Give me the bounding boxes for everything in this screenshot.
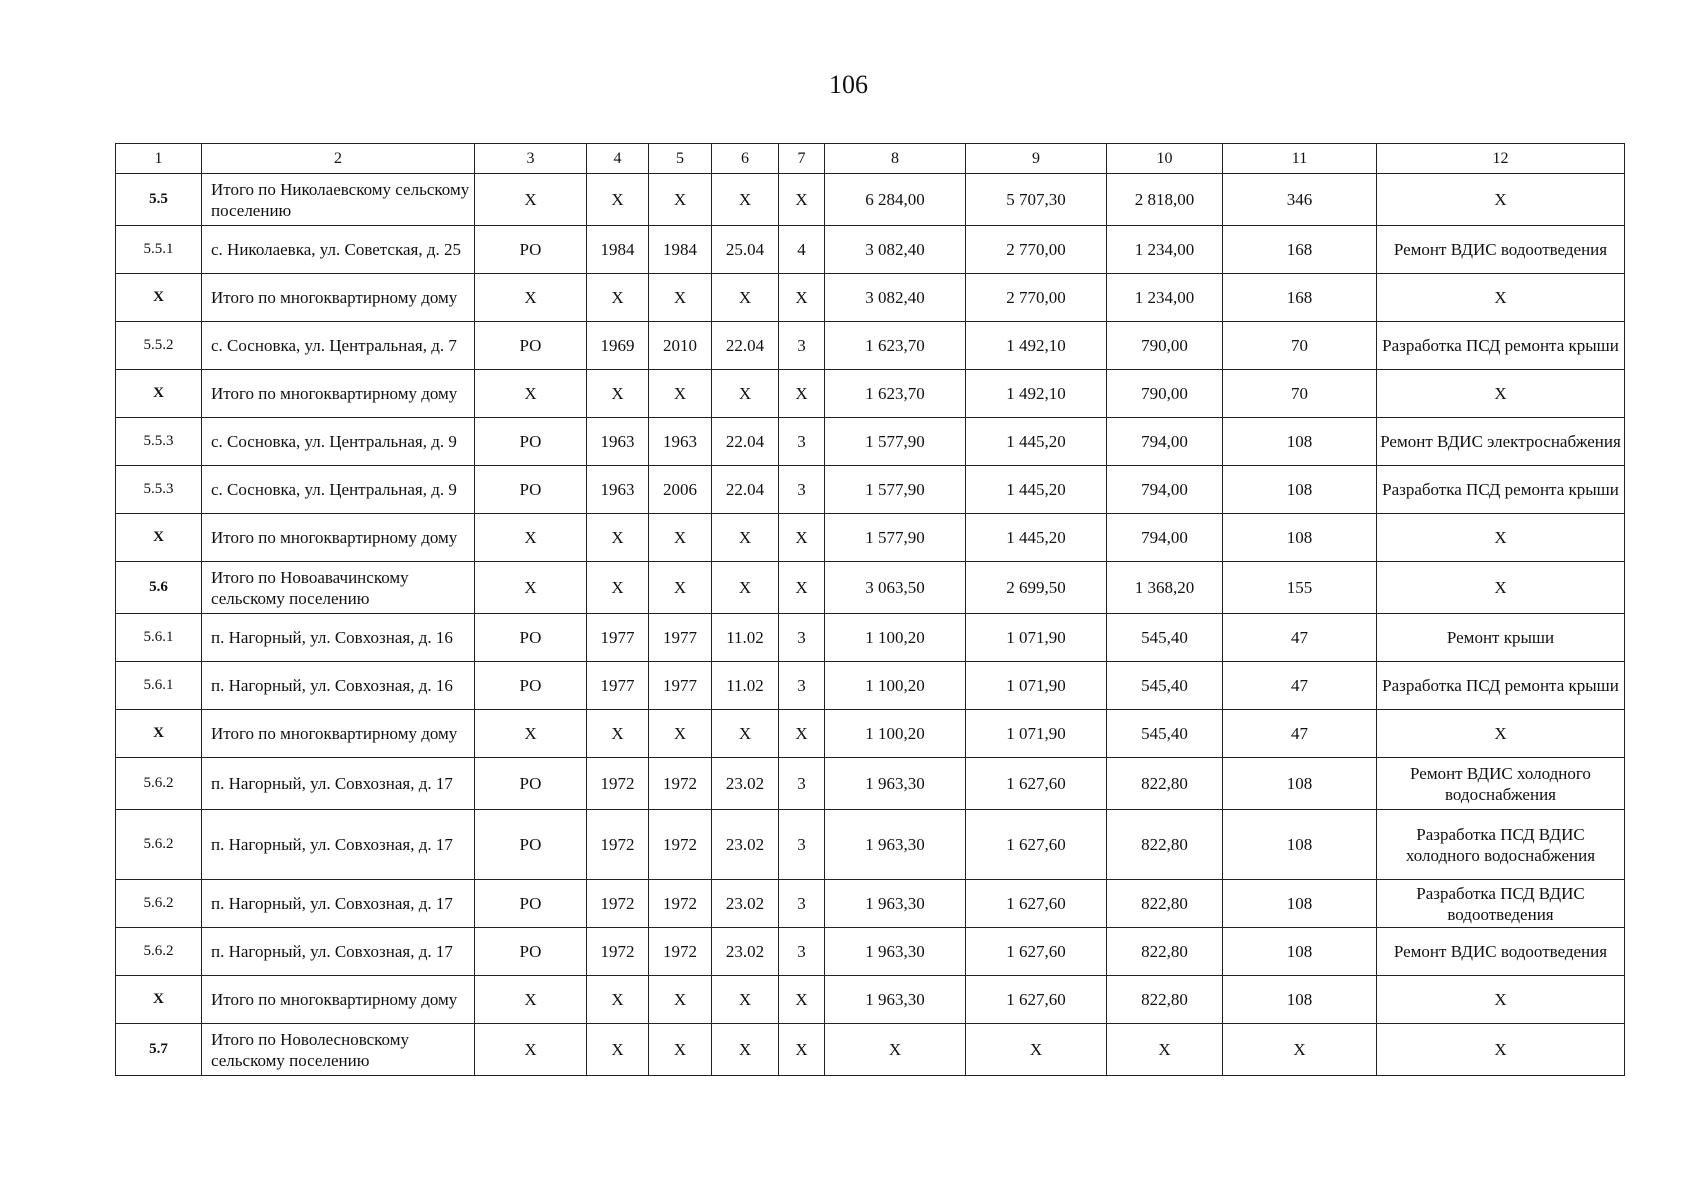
- year-renovated-cell: X: [649, 976, 712, 1024]
- program-code-cell: X: [475, 174, 587, 226]
- floors-cell: 3: [779, 614, 825, 662]
- wall-material-cell: X: [712, 710, 779, 758]
- living-area-cell: 1 071,90: [966, 614, 1107, 662]
- year-renovated-cell: X: [649, 562, 712, 614]
- premises-area-cell: 822,80: [1107, 810, 1223, 880]
- year-renovated-cell: X: [649, 514, 712, 562]
- program-code-cell: X: [475, 562, 587, 614]
- residents-cell: 108: [1223, 810, 1377, 880]
- table-row: [116, 662, 1625, 710]
- wall-material-cell: X: [712, 370, 779, 418]
- premises-area-cell: 794,00: [1107, 418, 1223, 466]
- item-number-cell: 5.6.2: [116, 758, 202, 810]
- year-built-cell: X: [587, 710, 649, 758]
- residents-cell: 108: [1223, 758, 1377, 810]
- total-area-cell: 3 063,50: [825, 562, 966, 614]
- premises-area-cell: 822,80: [1107, 758, 1223, 810]
- address-cell: Итого по многоквартирному дому: [202, 274, 475, 322]
- floors-cell: X: [779, 710, 825, 758]
- premises-area-cell: 794,00: [1107, 466, 1223, 514]
- table-row: [116, 226, 1625, 274]
- total-area-cell: 1 963,30: [825, 810, 966, 880]
- work-type-cell: Разработка ПСД ремонта крыши: [1377, 322, 1625, 370]
- address-cell: Итого по многоквартирному дому: [202, 514, 475, 562]
- column-number: 10: [1107, 144, 1223, 174]
- floors-cell: 4: [779, 226, 825, 274]
- year-renovated-cell: 1963: [649, 418, 712, 466]
- year-built-cell: 1972: [587, 880, 649, 928]
- program-code-cell: РО: [475, 322, 587, 370]
- program-code-cell: РО: [475, 880, 587, 928]
- table-row: [116, 562, 1625, 614]
- item-number-cell: 5.7: [116, 1024, 202, 1076]
- residents-cell: 346: [1223, 174, 1377, 226]
- work-type-cell: X: [1377, 976, 1625, 1024]
- floors-cell: X: [779, 1024, 825, 1076]
- wall-material-cell: X: [712, 174, 779, 226]
- table-row: [116, 174, 1625, 226]
- year-renovated-cell: X: [649, 174, 712, 226]
- total-area-cell: 1 100,20: [825, 662, 966, 710]
- table-row: [116, 466, 1625, 514]
- living-area-cell: 1 627,60: [966, 880, 1107, 928]
- year-built-cell: X: [587, 370, 649, 418]
- program-code-cell: РО: [475, 614, 587, 662]
- table-row: [116, 322, 1625, 370]
- total-area-cell: 1 577,90: [825, 514, 966, 562]
- year-built-cell: 1984: [587, 226, 649, 274]
- wall-material-cell: 22.04: [712, 418, 779, 466]
- address-cell: п. Нагорный, ул. Совхозная, д. 17: [202, 880, 475, 928]
- address-cell: с. Сосновка, ул. Центральная, д. 7: [202, 322, 475, 370]
- address-cell: Итого по многоквартирному дому: [202, 976, 475, 1024]
- table-row: [116, 710, 1625, 758]
- residents-cell: 70: [1223, 370, 1377, 418]
- column-number: 6: [712, 144, 779, 174]
- year-built-cell: X: [587, 514, 649, 562]
- column-number: 12: [1377, 144, 1625, 174]
- year-built-cell: 1972: [587, 928, 649, 976]
- total-area-cell: 1 963,30: [825, 758, 966, 810]
- column-number: 1: [116, 144, 202, 174]
- wall-material-cell: X: [712, 514, 779, 562]
- item-number-cell: X: [116, 710, 202, 758]
- residents-cell: 108: [1223, 928, 1377, 976]
- table-row: [116, 370, 1625, 418]
- column-number: 11: [1223, 144, 1377, 174]
- living-area-cell: 1 627,60: [966, 758, 1107, 810]
- total-area-cell: 1 100,20: [825, 614, 966, 662]
- table-row: [116, 514, 1625, 562]
- item-number-cell: 5.5.1: [116, 226, 202, 274]
- floors-cell: 3: [779, 418, 825, 466]
- floors-cell: 3: [779, 880, 825, 928]
- wall-material-cell: X: [712, 1024, 779, 1076]
- residents-cell: 108: [1223, 976, 1377, 1024]
- floors-cell: X: [779, 174, 825, 226]
- premises-area-cell: 1 234,00: [1107, 274, 1223, 322]
- work-type-cell: Ремонт крыши: [1377, 614, 1625, 662]
- residents-cell: 108: [1223, 514, 1377, 562]
- column-number: 9: [966, 144, 1107, 174]
- table-row: [116, 418, 1625, 466]
- program-code-cell: РО: [475, 226, 587, 274]
- premises-area-cell: 545,40: [1107, 710, 1223, 758]
- wall-material-cell: X: [712, 976, 779, 1024]
- address-cell: с. Николаевка, ул. Советская, д. 25: [202, 226, 475, 274]
- column-number: 2: [202, 144, 475, 174]
- premises-area-cell: 794,00: [1107, 514, 1223, 562]
- column-number: 5: [649, 144, 712, 174]
- work-type-cell: Разработка ПСД ремонта крыши: [1377, 662, 1625, 710]
- total-area-cell: 1 623,70: [825, 322, 966, 370]
- address-cell: с. Сосновка, ул. Центральная, д. 9: [202, 418, 475, 466]
- residents-cell: 47: [1223, 662, 1377, 710]
- item-number-cell: 5.6.1: [116, 614, 202, 662]
- year-renovated-cell: 1977: [649, 614, 712, 662]
- program-code-cell: X: [475, 274, 587, 322]
- living-area-cell: 5 707,30: [966, 174, 1107, 226]
- living-area-cell: 1 071,90: [966, 662, 1107, 710]
- address-cell: п. Нагорный, ул. Совхозная, д. 17: [202, 758, 475, 810]
- wall-material-cell: 11.02: [712, 614, 779, 662]
- program-code-cell: РО: [475, 810, 587, 880]
- year-built-cell: 1972: [587, 810, 649, 880]
- program-code-cell: РО: [475, 928, 587, 976]
- residents-cell: 108: [1223, 880, 1377, 928]
- premises-area-cell: 822,80: [1107, 928, 1223, 976]
- work-type-cell: X: [1377, 370, 1625, 418]
- premises-area-cell: 545,40: [1107, 662, 1223, 710]
- table-row: [116, 880, 1625, 928]
- year-renovated-cell: 1972: [649, 758, 712, 810]
- work-type-cell: Ремонт ВДИС водоотведения: [1377, 226, 1625, 274]
- total-area-cell: 3 082,40: [825, 274, 966, 322]
- premises-area-cell: 822,80: [1107, 880, 1223, 928]
- table-row: [116, 976, 1625, 1024]
- living-area-cell: 1 492,10: [966, 370, 1107, 418]
- address-cell: с. Сосновка, ул. Центральная, д. 9: [202, 466, 475, 514]
- total-area-cell: X: [825, 1024, 966, 1076]
- residents-cell: 47: [1223, 710, 1377, 758]
- address-cell: Итого по Новолесновскому сельскому поселению: [202, 1024, 475, 1076]
- housing-table: [115, 143, 1625, 1076]
- program-code-cell: X: [475, 710, 587, 758]
- living-area-cell: 1 627,60: [966, 928, 1107, 976]
- living-area-cell: 2 699,50: [966, 562, 1107, 614]
- total-area-cell: 1 963,30: [825, 880, 966, 928]
- work-type-cell: X: [1377, 562, 1625, 614]
- year-built-cell: 1972: [587, 758, 649, 810]
- premises-area-cell: 1 368,20: [1107, 562, 1223, 614]
- address-cell: п. Нагорный, ул. Совхозная, д. 16: [202, 662, 475, 710]
- floors-cell: X: [779, 370, 825, 418]
- wall-material-cell: 23.02: [712, 810, 779, 880]
- year-renovated-cell: 1984: [649, 226, 712, 274]
- item-number-cell: 5.5: [116, 174, 202, 226]
- program-code-cell: X: [475, 514, 587, 562]
- wall-material-cell: 22.04: [712, 466, 779, 514]
- premises-area-cell: 790,00: [1107, 370, 1223, 418]
- residents-cell: 108: [1223, 466, 1377, 514]
- address-cell: Итого по многоквартирному дому: [202, 370, 475, 418]
- year-built-cell: X: [587, 562, 649, 614]
- wall-material-cell: 22.04: [712, 322, 779, 370]
- living-area-cell: 1 492,10: [966, 322, 1107, 370]
- year-renovated-cell: X: [649, 274, 712, 322]
- year-renovated-cell: X: [649, 710, 712, 758]
- residents-cell: 168: [1223, 226, 1377, 274]
- column-number: 8: [825, 144, 966, 174]
- address-cell: Итого по Новоавачинскому сельскому поселению: [202, 562, 475, 614]
- living-area-cell: 1 627,60: [966, 810, 1107, 880]
- wall-material-cell: 23.02: [712, 880, 779, 928]
- item-number-cell: 5.6.1: [116, 662, 202, 710]
- wall-material-cell: 11.02: [712, 662, 779, 710]
- year-renovated-cell: 1977: [649, 662, 712, 710]
- floors-cell: 3: [779, 758, 825, 810]
- wall-material-cell: 23.02: [712, 758, 779, 810]
- page-number: 106: [829, 70, 868, 99]
- floors-cell: X: [779, 976, 825, 1024]
- year-built-cell: X: [587, 274, 649, 322]
- floors-cell: 3: [779, 322, 825, 370]
- item-number-cell: 5.5.3: [116, 466, 202, 514]
- residents-cell: 155: [1223, 562, 1377, 614]
- program-code-cell: X: [475, 370, 587, 418]
- floors-cell: X: [779, 274, 825, 322]
- living-area-cell: X: [966, 1024, 1107, 1076]
- program-code-cell: РО: [475, 662, 587, 710]
- program-code-cell: РО: [475, 418, 587, 466]
- item-number-cell: X: [116, 976, 202, 1024]
- total-area-cell: 1 100,20: [825, 710, 966, 758]
- table-row: [116, 274, 1625, 322]
- item-number-cell: 5.6.2: [116, 928, 202, 976]
- column-number: 7: [779, 144, 825, 174]
- total-area-cell: 1 577,90: [825, 466, 966, 514]
- year-built-cell: X: [587, 174, 649, 226]
- total-area-cell: 6 284,00: [825, 174, 966, 226]
- premises-area-cell: X: [1107, 1024, 1223, 1076]
- work-type-cell: Разработка ПСД ВДИС холодного водоснабжения: [1377, 810, 1625, 880]
- column-number: 4: [587, 144, 649, 174]
- item-number-cell: X: [116, 370, 202, 418]
- column-number: 3: [475, 144, 587, 174]
- year-renovated-cell: 1972: [649, 928, 712, 976]
- item-number-cell: X: [116, 514, 202, 562]
- residents-cell: X: [1223, 1024, 1377, 1076]
- wall-material-cell: 23.02: [712, 928, 779, 976]
- premises-area-cell: 545,40: [1107, 614, 1223, 662]
- year-built-cell: 1977: [587, 614, 649, 662]
- work-type-cell: Разработка ПСД ВДИС водоотведения: [1377, 880, 1625, 928]
- item-number-cell: X: [116, 274, 202, 322]
- year-built-cell: X: [587, 1024, 649, 1076]
- residents-cell: 108: [1223, 418, 1377, 466]
- floors-cell: 3: [779, 928, 825, 976]
- work-type-cell: X: [1377, 174, 1625, 226]
- living-area-cell: 1 445,20: [966, 514, 1107, 562]
- item-number-cell: 5.6.2: [116, 880, 202, 928]
- table-row: [116, 810, 1625, 880]
- floors-cell: X: [779, 562, 825, 614]
- living-area-cell: 2 770,00: [966, 274, 1107, 322]
- address-cell: Итого по многоквартирному дому: [202, 710, 475, 758]
- year-built-cell: 1977: [587, 662, 649, 710]
- residents-cell: 168: [1223, 274, 1377, 322]
- table-row: [116, 928, 1625, 976]
- residents-cell: 70: [1223, 322, 1377, 370]
- year-built-cell: 1963: [587, 418, 649, 466]
- year-built-cell: 1963: [587, 466, 649, 514]
- living-area-cell: 2 770,00: [966, 226, 1107, 274]
- floors-cell: 3: [779, 810, 825, 880]
- living-area-cell: 1 445,20: [966, 418, 1107, 466]
- floors-cell: 3: [779, 466, 825, 514]
- item-number-cell: 5.6: [116, 562, 202, 614]
- floors-cell: X: [779, 514, 825, 562]
- program-code-cell: РО: [475, 466, 587, 514]
- work-type-cell: X: [1377, 274, 1625, 322]
- wall-material-cell: X: [712, 274, 779, 322]
- address-cell: п. Нагорный, ул. Совхозная, д. 16: [202, 614, 475, 662]
- premises-area-cell: 2 818,00: [1107, 174, 1223, 226]
- address-cell: п. Нагорный, ул. Совхозная, д. 17: [202, 810, 475, 880]
- year-renovated-cell: 1972: [649, 880, 712, 928]
- work-type-cell: Ремонт ВДИС электроснабжения: [1377, 418, 1625, 466]
- total-area-cell: 1 963,30: [825, 928, 966, 976]
- living-area-cell: 1 445,20: [966, 466, 1107, 514]
- item-number-cell: 5.5.3: [116, 418, 202, 466]
- work-type-cell: Ремонт ВДИС водоотведения: [1377, 928, 1625, 976]
- work-type-cell: X: [1377, 514, 1625, 562]
- year-built-cell: X: [587, 976, 649, 1024]
- year-renovated-cell: X: [649, 370, 712, 418]
- wall-material-cell: X: [712, 562, 779, 614]
- premises-area-cell: 1 234,00: [1107, 226, 1223, 274]
- table-row: [116, 758, 1625, 810]
- program-code-cell: X: [475, 976, 587, 1024]
- header-row: [116, 144, 1625, 174]
- work-type-cell: Ремонт ВДИС холодного водоснабжения: [1377, 758, 1625, 810]
- wall-material-cell: 25.04: [712, 226, 779, 274]
- total-area-cell: 3 082,40: [825, 226, 966, 274]
- year-renovated-cell: 2006: [649, 466, 712, 514]
- living-area-cell: 1 627,60: [966, 976, 1107, 1024]
- program-code-cell: РО: [475, 758, 587, 810]
- residents-cell: 47: [1223, 614, 1377, 662]
- year-renovated-cell: X: [649, 1024, 712, 1076]
- address-cell: п. Нагорный, ул. Совхозная, д. 17: [202, 928, 475, 976]
- year-renovated-cell: 2010: [649, 322, 712, 370]
- year-built-cell: 1969: [587, 322, 649, 370]
- table-row: [116, 1024, 1625, 1076]
- work-type-cell: X: [1377, 710, 1625, 758]
- living-area-cell: 1 071,90: [966, 710, 1107, 758]
- floors-cell: 3: [779, 662, 825, 710]
- premises-area-cell: 822,80: [1107, 976, 1223, 1024]
- item-number-cell: 5.5.2: [116, 322, 202, 370]
- total-area-cell: 1 577,90: [825, 418, 966, 466]
- work-type-cell: Разработка ПСД ремонта крыши: [1377, 466, 1625, 514]
- premises-area-cell: 790,00: [1107, 322, 1223, 370]
- total-area-cell: 1 963,30: [825, 976, 966, 1024]
- table-row: [116, 614, 1625, 662]
- year-renovated-cell: 1972: [649, 810, 712, 880]
- address-cell: Итого по Николаевскому сельскому поселению: [202, 174, 475, 226]
- total-area-cell: 1 623,70: [825, 370, 966, 418]
- work-type-cell: X: [1377, 1024, 1625, 1076]
- item-number-cell: 5.6.2: [116, 810, 202, 880]
- program-code-cell: X: [475, 1024, 587, 1076]
